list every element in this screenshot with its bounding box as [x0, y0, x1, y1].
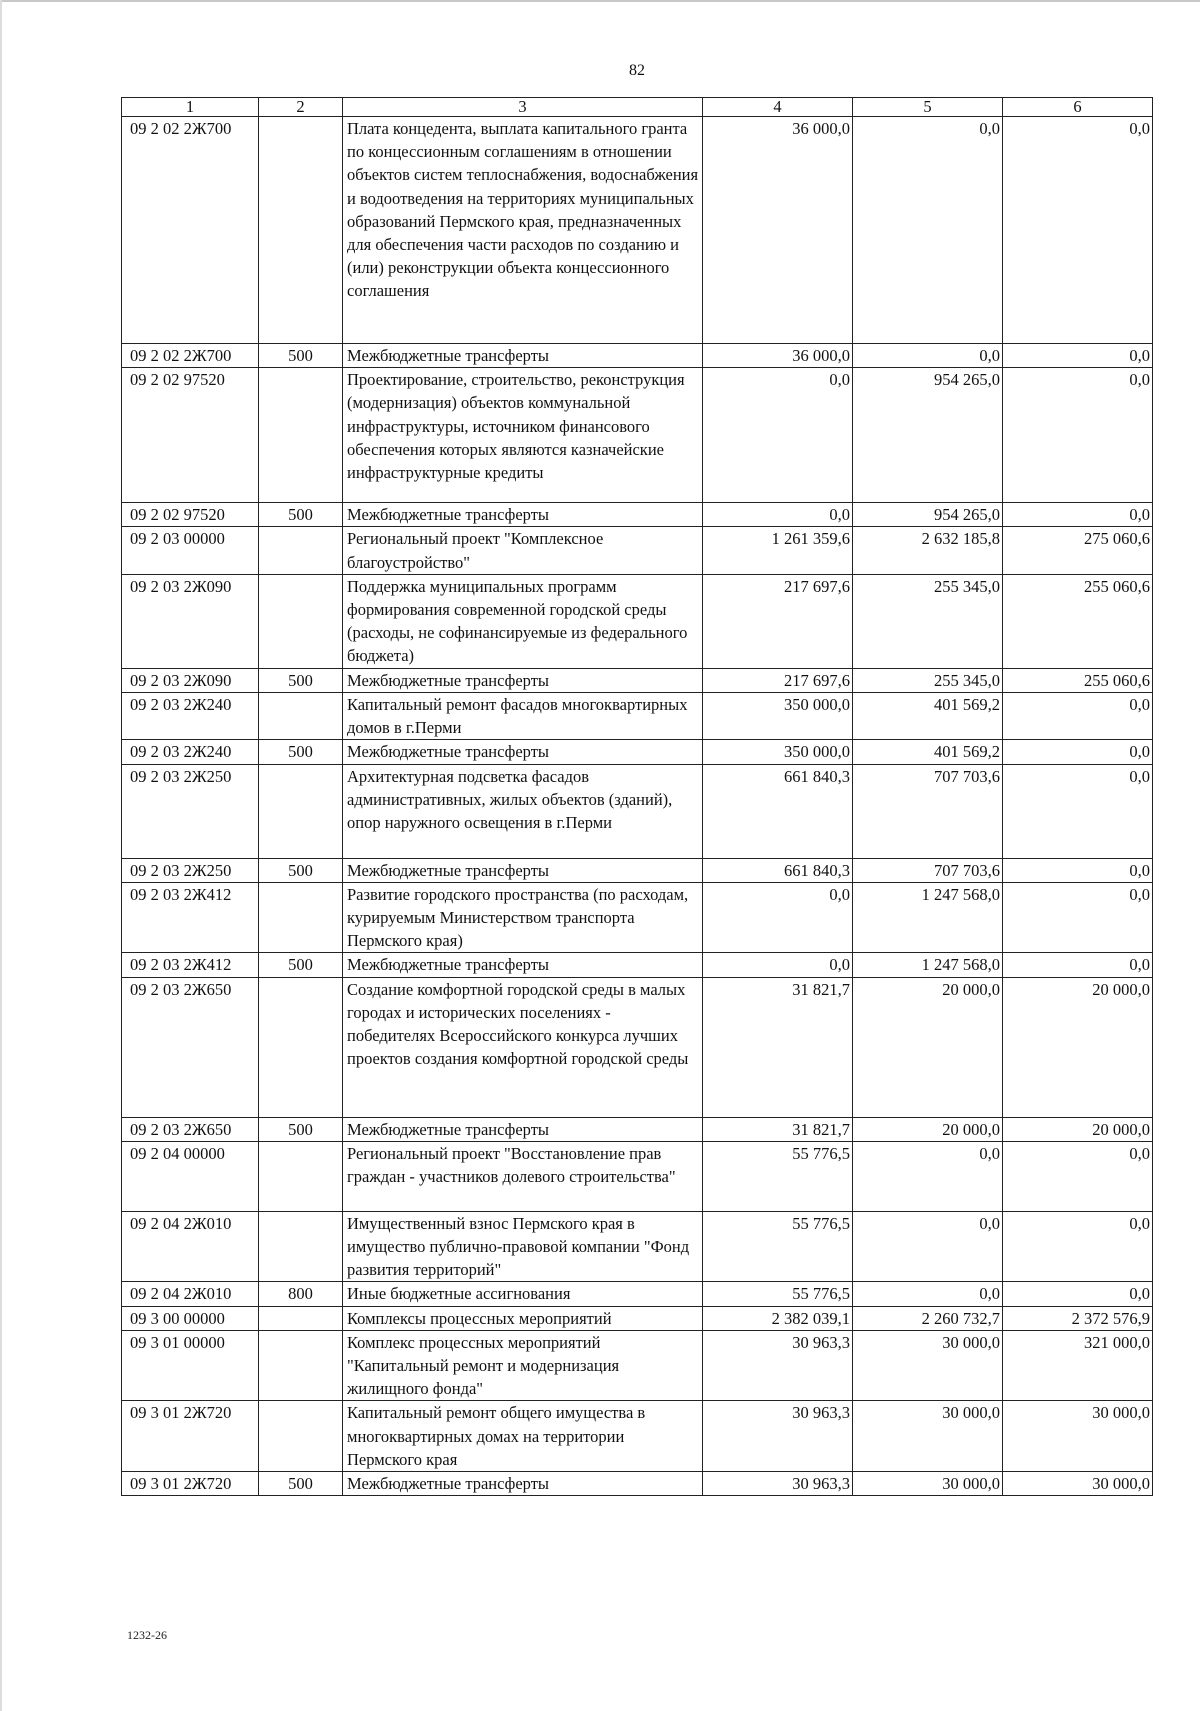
- cell-name: Региональный проект "Восстановление прав граждан - участников долевого строительства": [343, 1141, 703, 1211]
- cell-code: 09 2 03 2Ж650: [122, 1117, 259, 1141]
- cell-name: Капитальный ремонт фасадов многоквартирных домов в г.Перми: [343, 693, 703, 740]
- cell-name: Проектирование, строительство, реконструкция (модернизация) объектов коммунальной инфраструктуры, источником финансового обеспечения которых являются казначейские инфраструктурные кредиты: [343, 368, 703, 503]
- cell-type: [259, 368, 343, 503]
- cell-value-col4: 0,0: [703, 368, 853, 503]
- cell-value-col6: 321 000,0: [1003, 1330, 1153, 1401]
- cell-value-col6: 0,0: [1003, 1211, 1153, 1282]
- cell-value-col4: 661 840,3: [703, 858, 853, 882]
- cell-type: 800: [259, 1282, 343, 1306]
- cell-type: 500: [259, 740, 343, 764]
- cell-type: [259, 977, 343, 1117]
- cell-value-col4: 350 000,0: [703, 740, 853, 764]
- cell-code: 09 2 02 2Ж700: [122, 117, 259, 344]
- cell-value-col6: 275 060,6: [1003, 527, 1153, 574]
- cell-name: Плата концедента, выплата капитального гранта по концессионным соглашениям в отношении объектов систем теплоснабжения, водоснабжения и водоотведения на территориях муниципальных образований Пермского края, предназначенных для обеспечения части расходов по созданию и (или) реконструкции объекта концессионного соглашения: [343, 117, 703, 344]
- column-header: 2: [259, 98, 343, 117]
- cell-value-col4: 0,0: [703, 953, 853, 977]
- cell-value-col4: 2 382 039,1: [703, 1306, 853, 1330]
- cell-value-col4: 350 000,0: [703, 693, 853, 740]
- cell-value-col4: 36 000,0: [703, 117, 853, 344]
- cell-name: Межбюджетные трансферты: [343, 668, 703, 692]
- scan-edge-left: [0, 0, 2, 1711]
- cell-code: 09 3 01 00000: [122, 1330, 259, 1401]
- cell-code: 09 2 02 2Ж700: [122, 344, 259, 368]
- cell-name: Межбюджетные трансферты: [343, 344, 703, 368]
- cell-name: Межбюджетные трансферты: [343, 1472, 703, 1496]
- table-row: [122, 1211, 1153, 1282]
- cell-value-col5: 1 247 568,0: [853, 953, 1003, 977]
- column-header: 5: [853, 98, 1003, 117]
- cell-type: [259, 1306, 343, 1330]
- cell-type: 500: [259, 1117, 343, 1141]
- cell-value-col6: 0,0: [1003, 858, 1153, 882]
- cell-type: 500: [259, 1472, 343, 1496]
- table-row: [122, 117, 1153, 344]
- cell-value-col6: 0,0: [1003, 882, 1153, 953]
- column-header: 3: [343, 98, 703, 117]
- cell-type: [259, 1330, 343, 1401]
- cell-value-col6: 2 372 576,9: [1003, 1306, 1153, 1330]
- cell-code: 09 2 03 2Ж250: [122, 764, 259, 858]
- cell-type: [259, 1401, 343, 1472]
- cell-code: 09 3 01 2Ж720: [122, 1401, 259, 1472]
- budget-table: [121, 97, 1153, 1496]
- cell-value-col6: 20 000,0: [1003, 977, 1153, 1117]
- cell-code: 09 2 03 2Ж250: [122, 858, 259, 882]
- cell-value-col5: 707 703,6: [853, 858, 1003, 882]
- cell-value-col5: 954 265,0: [853, 503, 1003, 527]
- cell-name: Капитальный ремонт общего имущества в многоквартирных домах на территории Пермского края: [343, 1401, 703, 1472]
- cell-value-col5: 0,0: [853, 1141, 1003, 1211]
- cell-value-col5: 2 632 185,8: [853, 527, 1003, 574]
- cell-value-col5: 0,0: [853, 117, 1003, 344]
- table-row: [122, 882, 1153, 953]
- table-row: [122, 1472, 1153, 1496]
- cell-value-col4: 0,0: [703, 503, 853, 527]
- cell-value-col5: 0,0: [853, 1211, 1003, 1282]
- cell-value-col6: 0,0: [1003, 1141, 1153, 1211]
- cell-code: 09 2 03 00000: [122, 527, 259, 574]
- header-row: [122, 98, 1153, 117]
- cell-code: 09 2 03 2Ж412: [122, 882, 259, 953]
- cell-code: 09 2 04 00000: [122, 1141, 259, 1211]
- cell-type: [259, 764, 343, 858]
- cell-code: 09 2 03 2Ж090: [122, 574, 259, 668]
- cell-value-col4: 31 821,7: [703, 1117, 853, 1141]
- cell-code: 09 2 02 97520: [122, 503, 259, 527]
- cell-type: [259, 1141, 343, 1211]
- cell-value-col4: 55 776,5: [703, 1211, 853, 1282]
- cell-value-col6: 0,0: [1003, 740, 1153, 764]
- cell-name: Межбюджетные трансферты: [343, 503, 703, 527]
- column-header: 1: [122, 98, 259, 117]
- column-header: 6: [1003, 98, 1153, 117]
- cell-value-col5: 1 247 568,0: [853, 882, 1003, 953]
- cell-code: 09 3 00 00000: [122, 1306, 259, 1330]
- cell-name: Архитектурная подсветка фасадов административных, жилых объектов (зданий), опор наружного освещения в г.Перми: [343, 764, 703, 858]
- cell-code: 09 2 02 97520: [122, 368, 259, 503]
- cell-type: 500: [259, 344, 343, 368]
- cell-value-col4: 217 697,6: [703, 668, 853, 692]
- column-header: 4: [703, 98, 853, 117]
- cell-name: Региональный проект "Комплексное благоустройство": [343, 527, 703, 574]
- table-row: [122, 1282, 1153, 1306]
- cell-name: Комплексы процессных мероприятий: [343, 1306, 703, 1330]
- cell-name: Межбюджетные трансферты: [343, 953, 703, 977]
- cell-code: 09 2 03 2Ж650: [122, 977, 259, 1117]
- cell-code: 09 2 04 2Ж010: [122, 1211, 259, 1282]
- cell-code: 09 2 03 2Ж240: [122, 693, 259, 740]
- cell-name: Иные бюджетные ассигнования: [343, 1282, 703, 1306]
- cell-type: 500: [259, 953, 343, 977]
- cell-value-col6: 30 000,0: [1003, 1401, 1153, 1472]
- cell-name: Создание комфортной городской среды в малых городах и исторических поселениях - победителях Всероссийского конкурса лучших проектов создания комфортной городской среды: [343, 977, 703, 1117]
- table-row: [122, 1330, 1153, 1401]
- cell-type: 500: [259, 668, 343, 692]
- cell-type: [259, 1211, 343, 1282]
- cell-code: 09 2 03 2Ж090: [122, 668, 259, 692]
- cell-value-col6: 0,0: [1003, 117, 1153, 344]
- cell-value-col6: 255 060,6: [1003, 574, 1153, 668]
- page-number: 82: [629, 62, 645, 79]
- scan-edge-top: [0, 0, 1200, 2]
- cell-code: 09 2 03 2Ж240: [122, 740, 259, 764]
- cell-value-col5: 401 569,2: [853, 740, 1003, 764]
- table-row: [122, 858, 1153, 882]
- cell-value-col4: 30 963,3: [703, 1330, 853, 1401]
- cell-value-col6: 0,0: [1003, 344, 1153, 368]
- cell-type: [259, 574, 343, 668]
- cell-value-col4: 1 261 359,6: [703, 527, 853, 574]
- cell-value-col4: 661 840,3: [703, 764, 853, 858]
- cell-value-col6: 0,0: [1003, 693, 1153, 740]
- cell-value-col5: 255 345,0: [853, 574, 1003, 668]
- table-row: [122, 503, 1153, 527]
- cell-value-col5: 20 000,0: [853, 1117, 1003, 1141]
- table-row: [122, 953, 1153, 977]
- table-row: [122, 668, 1153, 692]
- table-row: [122, 1117, 1153, 1141]
- cell-value-col5: 30 000,0: [853, 1472, 1003, 1496]
- cell-value-col5: 255 345,0: [853, 668, 1003, 692]
- cell-value-col6: 0,0: [1003, 1282, 1153, 1306]
- cell-type: [259, 693, 343, 740]
- cell-name: Развитие городского пространства (по расходам, курируемым Министерством транспорта Пермского края): [343, 882, 703, 953]
- cell-type: [259, 882, 343, 953]
- table-row: [122, 977, 1153, 1117]
- cell-name: Поддержка муниципальных программ формирования современной городской среды (расходы, не софинансируемые из федерального бюджета): [343, 574, 703, 668]
- cell-value-col6: 20 000,0: [1003, 1117, 1153, 1141]
- cell-value-col5: 20 000,0: [853, 977, 1003, 1117]
- cell-value-col6: 30 000,0: [1003, 1472, 1153, 1496]
- cell-value-col5: 0,0: [853, 344, 1003, 368]
- cell-code: 09 2 04 2Ж010: [122, 1282, 259, 1306]
- table-row: [122, 740, 1153, 764]
- cell-value-col5: 954 265,0: [853, 368, 1003, 503]
- cell-type: [259, 117, 343, 344]
- cell-value-col4: 0,0: [703, 882, 853, 953]
- cell-value-col5: 707 703,6: [853, 764, 1003, 858]
- cell-value-col4: 55 776,5: [703, 1141, 853, 1211]
- table-row: [122, 1141, 1153, 1211]
- cell-value-col5: 30 000,0: [853, 1401, 1003, 1472]
- table-row: [122, 693, 1153, 740]
- cell-name: Межбюджетные трансферты: [343, 1117, 703, 1141]
- table-row: [122, 574, 1153, 668]
- table-row: [122, 527, 1153, 574]
- cell-code: 09 2 03 2Ж412: [122, 953, 259, 977]
- cell-type: [259, 527, 343, 574]
- cell-name: Межбюджетные трансферты: [343, 740, 703, 764]
- cell-value-col4: 30 963,3: [703, 1472, 853, 1496]
- cell-code: 09 3 01 2Ж720: [122, 1472, 259, 1496]
- table-row: [122, 344, 1153, 368]
- cell-value-col4: 31 821,7: [703, 977, 853, 1117]
- cell-value-col6: 0,0: [1003, 764, 1153, 858]
- cell-value-col6: 0,0: [1003, 953, 1153, 977]
- cell-value-col6: 255 060,6: [1003, 668, 1153, 692]
- cell-type: 500: [259, 503, 343, 527]
- cell-value-col5: 30 000,0: [853, 1330, 1003, 1401]
- cell-value-col5: 0,0: [853, 1282, 1003, 1306]
- document-code: 1232-26: [127, 1628, 167, 1642]
- cell-value-col4: 30 963,3: [703, 1401, 853, 1472]
- table-row: [122, 1306, 1153, 1330]
- cell-name: Имущественный взнос Пермского края в имущество публично-правовой компании "Фонд развития территорий": [343, 1211, 703, 1282]
- cell-name: Комплекс процессных мероприятий "Капитальный ремонт и модернизация жилищного фонда": [343, 1330, 703, 1401]
- table-row: [122, 764, 1153, 858]
- cell-value-col4: 36 000,0: [703, 344, 853, 368]
- cell-value-col4: 55 776,5: [703, 1282, 853, 1306]
- cell-value-col5: 401 569,2: [853, 693, 1003, 740]
- cell-name: Межбюджетные трансферты: [343, 858, 703, 882]
- cell-value-col4: 217 697,6: [703, 574, 853, 668]
- table-row: [122, 368, 1153, 503]
- cell-value-col6: 0,0: [1003, 503, 1153, 527]
- cell-type: 500: [259, 858, 343, 882]
- cell-value-col5: 2 260 732,7: [853, 1306, 1003, 1330]
- table-row: [122, 1401, 1153, 1472]
- cell-value-col6: 0,0: [1003, 368, 1153, 503]
- table-body: [122, 98, 1153, 1496]
